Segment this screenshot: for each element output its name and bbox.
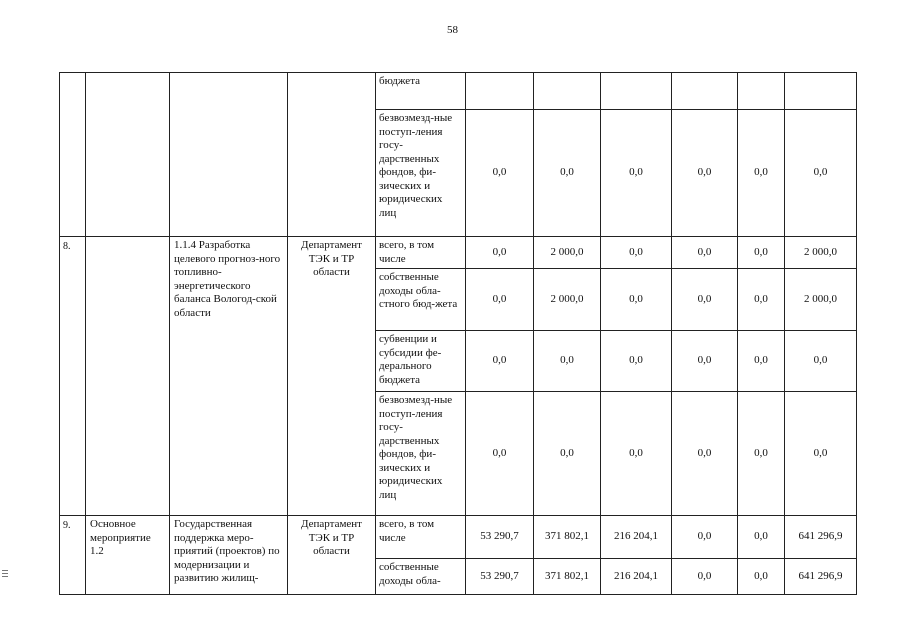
row-name-cell	[86, 73, 170, 237]
value-cell: 0,0	[738, 110, 785, 237]
value-cell: 216 204,1	[601, 559, 672, 595]
value-cell: 0,0	[785, 331, 857, 392]
source-label: безвозмезд-ные поступ-ления госу-дарственных фондов, фи-зических и юридических лиц	[376, 110, 466, 237]
value-cell: 0,0	[672, 237, 738, 269]
row-executor-cell: Департамент ТЭК и ТР области	[288, 237, 376, 516]
value-cell: 0,0	[601, 269, 672, 331]
value-cell: 0,0	[466, 237, 534, 269]
value-cell: 0,0	[785, 110, 857, 237]
row-event-cell	[170, 73, 288, 237]
value-cell: 0,0	[601, 110, 672, 237]
value-cell: 2 000,0	[785, 237, 857, 269]
value-cell: 2 000,0	[785, 269, 857, 331]
value-cell	[601, 73, 672, 110]
value-cell: 53 290,7	[466, 516, 534, 559]
source-label: собственные доходы обла-стного бюд-жета	[376, 269, 466, 331]
row-executor-cell	[288, 73, 376, 237]
table-row	[60, 237, 857, 269]
value-cell: 641 296,9	[785, 516, 857, 559]
value-cell: 0,0	[466, 269, 534, 331]
row-event-cell: 1.1.4 Разработка целевого прогноз-ного топливно-энергетического баланса Вологод-ской области	[170, 237, 288, 516]
value-cell: 0,0	[466, 331, 534, 392]
value-cell: 0,0	[601, 237, 672, 269]
value-cell: 0,0	[785, 392, 857, 516]
source-label: всего, в том числе	[376, 516, 466, 559]
value-cell: 0,0	[672, 331, 738, 392]
value-cell: 0,0	[601, 331, 672, 392]
value-cell: 0,0	[672, 269, 738, 331]
value-cell: 0,0	[672, 559, 738, 595]
source-label: всего, в том числе	[376, 237, 466, 269]
value-cell: 0,0	[534, 392, 601, 516]
value-cell: 0,0	[466, 110, 534, 237]
row-executor-cell: Департамент ТЭК и ТР области	[288, 516, 376, 595]
value-cell: 0,0	[672, 110, 738, 237]
row-event-cell: Государственная поддержка меро-приятий (проектов) по модернизации и развитию жилищ-	[170, 516, 288, 595]
value-cell: 0,0	[738, 237, 785, 269]
value-cell: 0,0	[534, 110, 601, 237]
source-label: собственные доходы обла-	[376, 559, 466, 595]
value-cell: 0,0	[534, 331, 601, 392]
binding-marks	[2, 570, 8, 579]
budget-table	[59, 72, 857, 595]
value-cell	[785, 73, 857, 110]
value-cell: 2 000,0	[534, 237, 601, 269]
value-cell: 0,0	[672, 392, 738, 516]
source-label: бюджета	[376, 73, 466, 110]
value-cell: 0,0	[466, 392, 534, 516]
page-number: 58	[447, 24, 458, 36]
table-row	[60, 516, 857, 559]
value-cell: 53 290,7	[466, 559, 534, 595]
value-cell: 216 204,1	[601, 516, 672, 559]
value-cell	[672, 73, 738, 110]
value-cell: 371 802,1	[534, 559, 601, 595]
value-cell	[534, 73, 601, 110]
value-cell: 0,0	[738, 516, 785, 559]
value-cell: 371 802,1	[534, 516, 601, 559]
row-number-cell	[60, 73, 86, 237]
row-number-cell: 9.	[60, 516, 86, 595]
value-cell: 0,0	[738, 331, 785, 392]
source-label: субвенции и субсидии фе-дерального бюджета	[376, 331, 466, 392]
value-cell: 641 296,9	[785, 559, 857, 595]
row-name-cell: Основное мероприятие 1.2	[86, 516, 170, 595]
value-cell: 0,0	[601, 392, 672, 516]
value-cell: 0,0	[738, 269, 785, 331]
row-number-cell: 8.	[60, 237, 86, 516]
value-cell	[738, 73, 785, 110]
value-cell: 0,0	[672, 516, 738, 559]
value-cell: 0,0	[738, 559, 785, 595]
table-row	[60, 73, 857, 110]
value-cell: 2 000,0	[534, 269, 601, 331]
value-cell	[466, 73, 534, 110]
row-name-cell	[86, 237, 170, 516]
source-label: безвозмезд-ные поступ-ления госу-дарственных фондов, фи-зических и юридических лиц	[376, 392, 466, 516]
value-cell: 0,0	[738, 392, 785, 516]
